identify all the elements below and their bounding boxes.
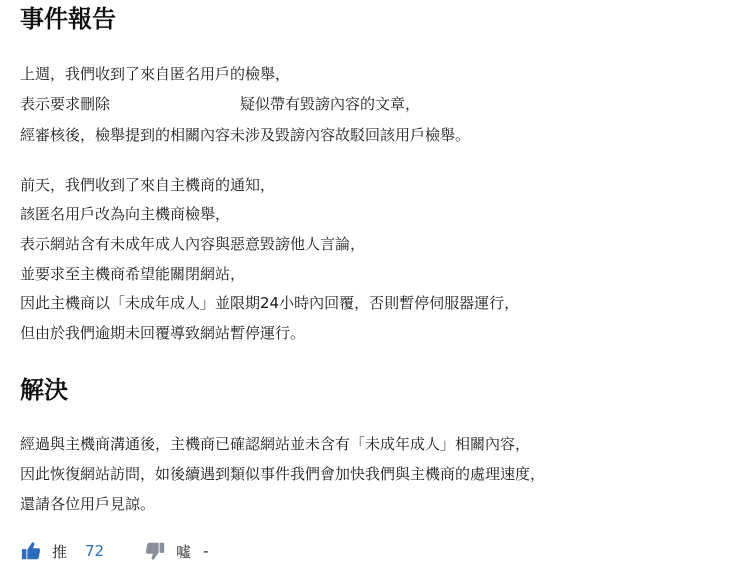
upvote-count: 72 xyxy=(85,542,105,560)
vote-bar xyxy=(20,539,209,563)
incident-text-segment: 疑似帶有毀謗內容的文章， xyxy=(240,95,421,113)
incident-paragraph-line: 該匿名用戶改為向主機商檢舉， xyxy=(20,205,231,223)
resolution-line: 經過與主機商溝通後，主機商已確認網站並未含有「未成年成人」相關內容， xyxy=(20,435,531,453)
resolution-line: 還請各位用戶見諒。 xyxy=(20,495,156,513)
incident-paragraph-line: 但由於我們逾期未回覆導致網站暫停運行。 xyxy=(20,324,306,342)
incident-paragraph-line: 經審核後，檢舉提到的相關內容未涉及毀謗內容故駁回該用戶檢舉。 xyxy=(20,126,471,144)
resolution-heading: 解決 xyxy=(20,376,68,404)
incident-paragraph-line: 上週，我們收到了來自匿名用戶的檢舉， xyxy=(20,65,291,83)
incident-paragraph-line: 並要求至主機商希望能關閉網站， xyxy=(20,265,246,283)
thumbs-down-icon xyxy=(144,540,166,562)
downvote-label: 噓 xyxy=(176,542,192,561)
incident-paragraph-line: 前天，我們收到了來自主機商的通知， xyxy=(20,176,276,194)
downvote-button[interactable] xyxy=(144,540,208,562)
thumbs-up-icon xyxy=(20,540,42,562)
upvote-label: 推 xyxy=(52,542,68,561)
resolution-line: 因此恢復網站訪問，如後續遇到類似事件我們會加快我們與主機商的處理速度， xyxy=(20,465,546,483)
incident-paragraph-line xyxy=(20,93,420,115)
incident-text-segment: 表示要求刪除 xyxy=(20,95,111,113)
downvote-count: - xyxy=(203,542,209,560)
upvote-button[interactable] xyxy=(20,540,104,562)
incident-paragraph-line: 表示網站含有未成年成人內容與惡意毀謗他人言論， xyxy=(20,235,366,253)
incident-report-heading: 事件報告 xyxy=(20,5,116,33)
incident-paragraph-line: 因此主機商以「未成年成人」並限期24小時內回覆，否則暫停伺服器運行， xyxy=(20,294,520,312)
